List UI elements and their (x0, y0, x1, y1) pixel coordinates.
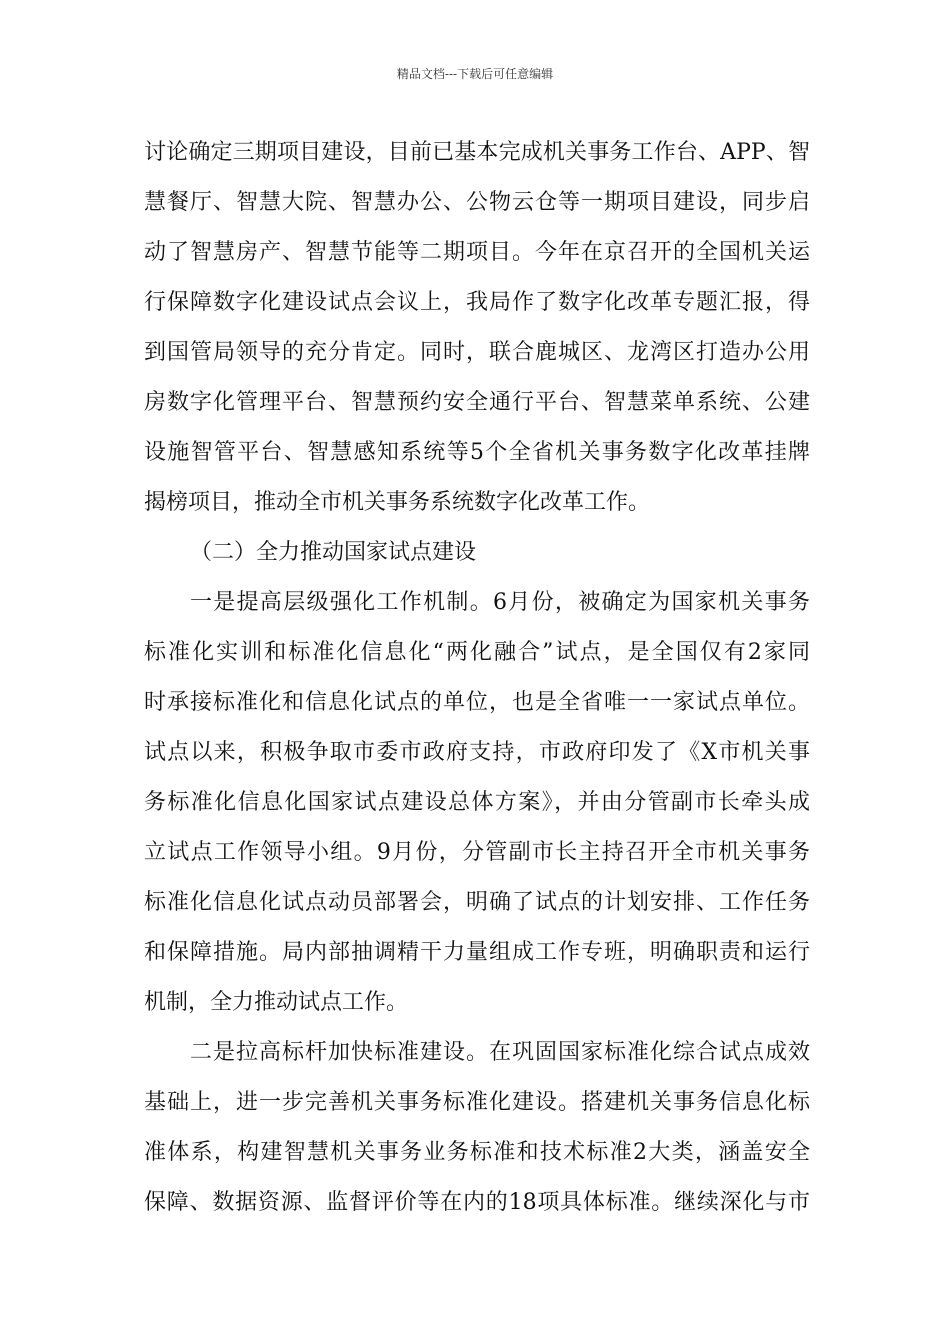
document-body (144, 128, 810, 1228)
text-line: 一是提高层级强化工作机制。6月份，被确定为国家机关事务 (190, 590, 810, 615)
text-line: 揭榜项目，推动全市机关事务系统数字化改革工作。 (144, 490, 651, 515)
page-header: 精品文档---下载后可任意编辑 (396, 67, 554, 81)
text-line: 行保障数字化建设试点会议上，我局作了数字化改革专题汇报，得 (144, 290, 810, 315)
text-line: 保障、数据资源、监督评价等在内的18项具体标准。继续深化与市 (144, 1190, 810, 1215)
text-line: 试点以来，积极争取市委市政府支持，市政府印发了《X市机关事 (144, 740, 810, 765)
text-line: 和保障措施。局内部抽调精干力量组成工作专班，明确职责和运行 (144, 940, 810, 965)
text-line: 二是拉高标杆加快标准建设。在巩固国家标准化综合试点成效 (190, 1040, 810, 1065)
text-line: 到国管局领导的充分肯定。同时，联合鹿城区、龙湾区打造办公用 (144, 340, 810, 365)
paragraph-digital-reform (144, 128, 810, 528)
text-line: 标准化信息化试点动员部署会，明确了试点的计划安排、工作任务 (144, 890, 810, 915)
text-line: 动了智慧房产、智慧节能等二期项目。今年在京召开的全国机关运 (144, 240, 810, 265)
text-line: 房数字化管理平台、智慧预约安全通行平台、智慧菜单系统、公建 (144, 390, 810, 415)
text-line: 立试点工作领导小组。9月份，分管副市长主持召开全市机关事务 (144, 840, 810, 865)
paragraph-standard-building (144, 1028, 810, 1228)
text-line: 慧餐厅、智慧大院、智慧办公、公物云仓等一期项目建设，同步启 (144, 190, 810, 215)
text-line: 基础上，进一步完善机关事务标准化建设。搭建机关事务信息化标 (144, 1090, 810, 1115)
text-line: 标准化实训和标准化信息化“两化融合”试点，是全国仅有2家同 (144, 640, 810, 665)
text-line: 务标准化信息化国家试点建设总体方案》，并由分管副市长牵头成 (144, 790, 810, 815)
text-line: 设施智管平台、智慧感知系统等5个全省机关事务数字化改革挂牌 (144, 440, 810, 465)
section-heading: （二）全力推动国家试点建设 (190, 540, 477, 565)
text-line: 时承接标准化和信息化试点的单位，也是全省唯一一家试点单位。 (144, 690, 810, 715)
text-line: 准体系，构建智慧机关事务业务标准和技术标准2大类，涵盖安全 (144, 1140, 810, 1165)
paragraph-work-mechanism (144, 578, 810, 1028)
text-line: 讨论确定三期项目建设，目前已基本完成机关事务工作台、APP、智 (144, 140, 810, 165)
text-line: 机制，全力推动试点工作。 (144, 990, 409, 1015)
